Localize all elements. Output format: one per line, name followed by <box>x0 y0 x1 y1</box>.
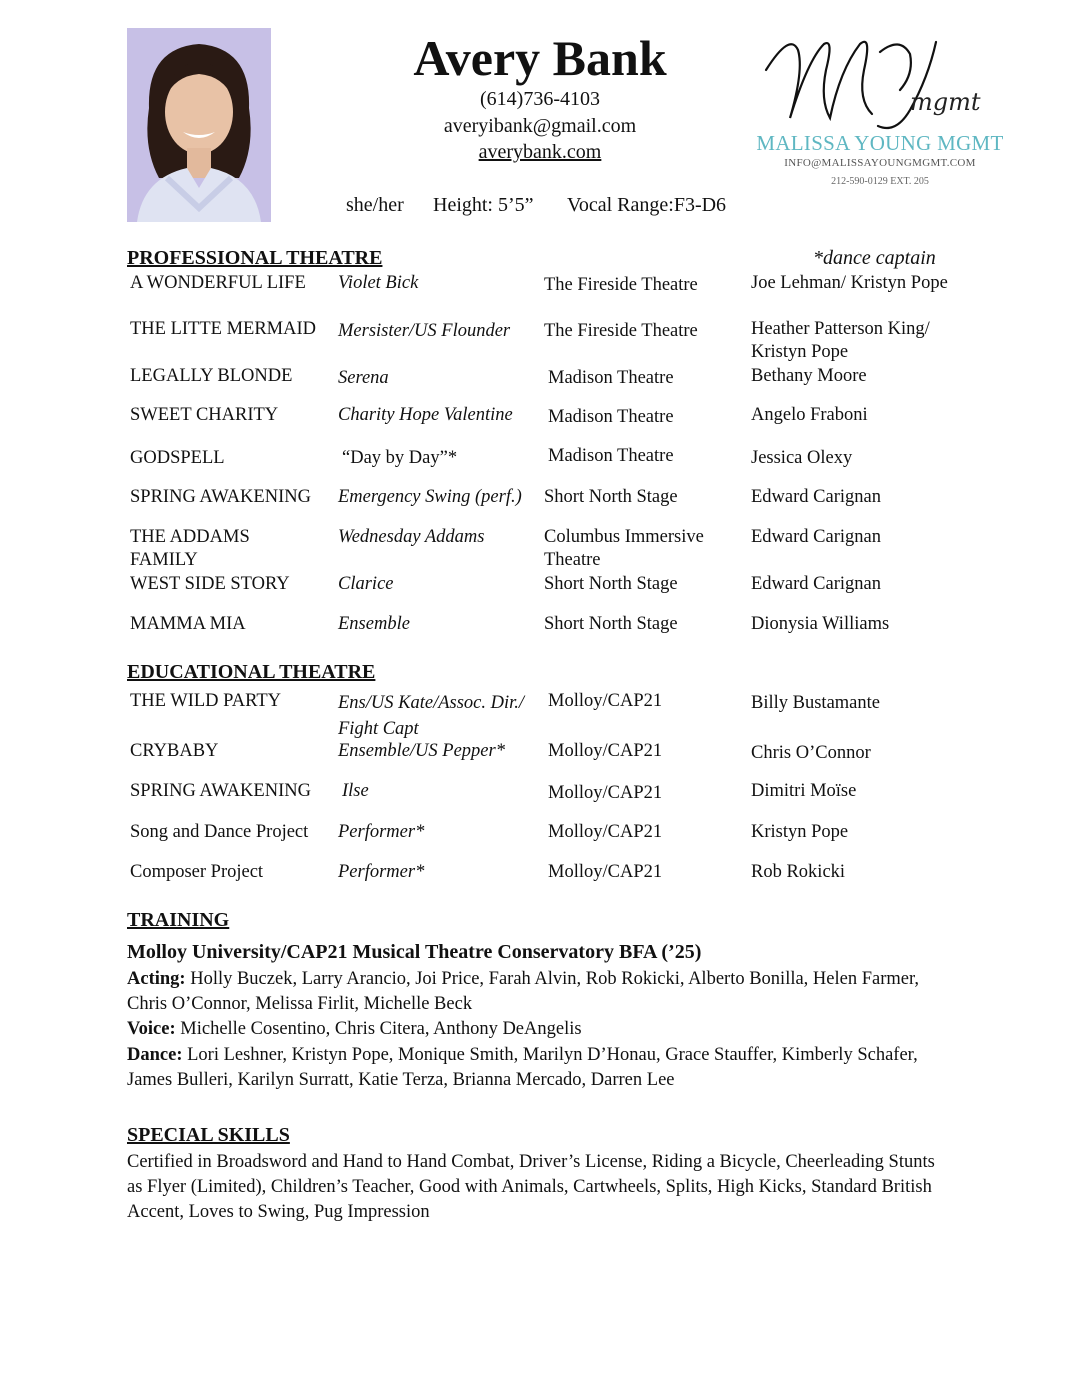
email-address: averyibank@gmail.com <box>443 115 637 137</box>
credit-row: SWEET CHARITY Charity Hope Valentine Madison Theatre Angelo Fraboni <box>130 405 868 427</box>
dance-list: Lori Leshner, Kristyn Pope, Monique Smith, Marilyn D’Honau, Grace Stauffer, Kimberly Schafer, James Bulleri, Karilyn Surratt, Katie Terza, Brianna Mercado, Darren Lee <box>127 1045 918 1090</box>
credit-row: SPRING AWAKENING Emergency Swing (perf.) Short North Stage Edward Carignan <box>130 487 881 507</box>
educational-theatre-heading: EDUCATIONAL THEATRE <box>127 661 376 683</box>
acting-label: Acting: <box>127 969 186 989</box>
professional-theatre-heading: PROFESSIONAL THEATRE <box>127 247 383 269</box>
acting-teachers <box>127 967 947 1017</box>
credit-row: LEGALLY BLONDE Serena Madison Theatre Bethany Moore <box>130 366 867 388</box>
height: Height: 5’5” <box>433 194 534 216</box>
school-name: Molloy University/CAP21 Musical Theatre Conservatory BFA (’25) <box>127 941 702 963</box>
performer-name: Avery Bank <box>413 30 667 86</box>
credit-row: THE LITTE MERMAID Mersister/US Flounder The Fireside Theatre Heather Patterson King/ Kristyn Pope <box>130 319 930 362</box>
credit-row: CRYBABY Ensemble/US Pepper* Molloy/CAP21 Chris O’Connor <box>130 741 871 763</box>
credit-row: Song and Dance Project Performer* Molloy/CAP21 Kristyn Pope <box>130 822 849 842</box>
dance-label: Dance: <box>127 1045 183 1065</box>
credit-row: GODSPELL “Day by Day”* Madison Theatre Jessica Olexy <box>130 446 853 468</box>
credit-row: WEST SIDE STORY Clarice Short North Stage Edward Carignan <box>130 574 881 594</box>
special-skills-heading: SPECIAL SKILLS <box>127 1124 290 1146</box>
headshot-photo <box>127 28 271 222</box>
voice-teachers <box>127 1017 947 1042</box>
acting-list: Holly Buczek, Larry Arancio, Joi Price, Farah Alvin, Rob Rokicki, Alberto Bonilla, Helen Farmer, Chris O’Connor, Melissa Firlit, Michelle Beck <box>127 969 920 1014</box>
agency-name: MALISSA YOUNG MGMT <box>756 131 1004 155</box>
credit-row: A WONDERFUL LIFE Violet Bick The Fireside Theatre Joe Lehman/ Kristyn Pope <box>130 273 948 295</box>
agency-script: mgmt <box>910 88 981 116</box>
vocal-range: Vocal Range:F3-D6 <box>567 194 727 216</box>
special-skills-text: Certified in Broadsword and Hand to Hand Combat, Driver’s License, Riding a Bicycle, Cheerleading Stunts as Flyer (Limited), Children’s Teacher, Good with Animals, Cartwheels, Splits, High Kicks, Standard British Accent, Loves to Swing, Pug Impression <box>127 1152 935 1222</box>
credit-row: Composer Project Performer* Molloy/CAP21 Rob Rokicki <box>130 862 846 882</box>
credit-row: THE WILD PARTY Ens/US Kate/Assoc. Dir./ Fight Capt Molloy/CAP21 Billy Bustamante <box>130 691 880 739</box>
credit-row: SPRING AWAKENING Ilse Molloy/CAP21 Dimitri Moïse <box>130 781 857 803</box>
training-heading: TRAINING <box>127 909 230 931</box>
website-link[interactable]: averybank.com <box>478 141 602 163</box>
voice-list: Michelle Cosentino, Chris Citera, Anthony DeAngelis <box>180 1019 582 1039</box>
voice-label: Voice: <box>127 1019 176 1039</box>
phone-number: (614)736-4103 <box>480 88 600 110</box>
credit-row: MAMMA MIA Ensemble Short North Stage Dionysia Williams <box>130 614 890 634</box>
pronouns: she/her <box>346 194 404 216</box>
credit-row: THE ADDAMS FAMILY Wednesday Addams Columbus Immersive Theatre Edward Carignan <box>130 527 881 570</box>
dance-teachers <box>127 1043 947 1093</box>
dance-captain-note: *dance captain <box>813 247 936 269</box>
agency-phone: 212-590-0129 EXT. 205 <box>831 176 929 187</box>
agency-email: INFO@MALISSAYOUNGMGMT.COM <box>784 157 976 169</box>
